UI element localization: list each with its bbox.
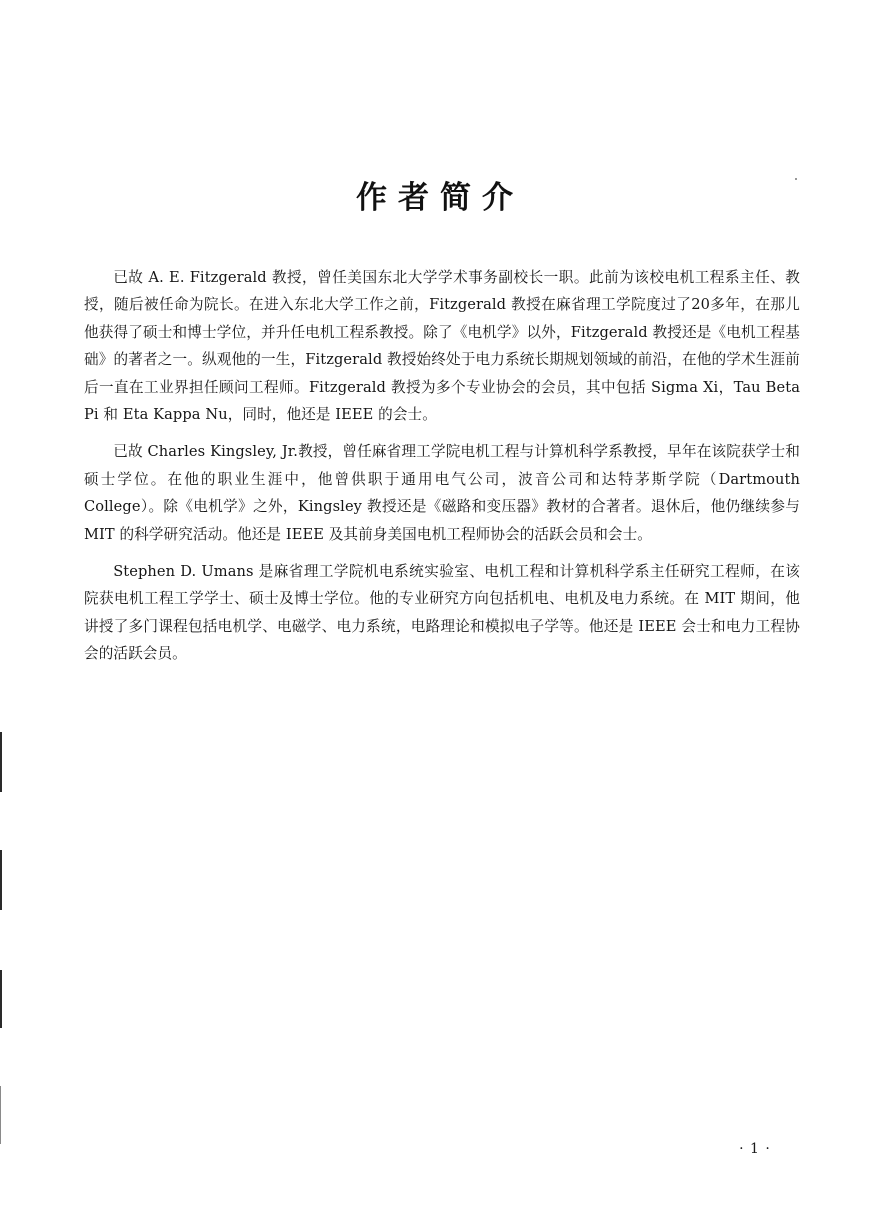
scan-speck — [795, 178, 797, 180]
paragraph-umans: Stephen D. Umans 是麻省理工学院机电系统实验室、电机工程和计算机科学系主任研究工程师，在该院获电机工程工学学士、硕士及博士学位。他的专业研究方向包括机电、电机及电力系统。在 MIT 期间，他讲授了多门课程包括电机学、电磁学、电力系统，电路理论和模拟电子学等。他还是 IEEE 会士和电力工程协会的活跃会员。 — [84, 563, 800, 663]
page-title: 作者简介 — [356, 180, 524, 216]
scan-margin-mark — [0, 850, 2, 910]
paragraph-kingsley: 已故 Charles Kingsley, Jr.教授，曾任麻省理工学院电机工程与计算机科学系教授，早年在该院获学士和硕士学位。在他的职业生涯中，他曾供职于通用电气公司，波音公司和达特茅斯学院（Dartmouth College）。除《电机学》之外，Kingsley 教授还是《磁路和变压器》教材的合著者。退休后，他仍继续参与 MIT 的科学研究活动。他还是 IEEE 及其前身美国电机工程师协会的活跃会员和会士。 — [84, 443, 800, 543]
document-body — [84, 264, 800, 678]
scan-margin-mark — [0, 732, 2, 792]
scan-margin-mark — [0, 970, 2, 1028]
paragraph-fitzgerald: 已故 A. E. Fitzgerald 教授，曾任美国东北大学学术事务副校长一职。此前为该校电机工程系主任、教授，随后被任命为院长。在进入东北大学工作之前，Fitzgerald 教授在麻省理工学院度过了20多年，在那儿他获得了硕士和博士学位，并升任电机工程系教授。除了《电机学》以外，Fitzgerald 教授还是《电机工程基础》的著者之一。纵观他的一生，Fitzgerald 教授始终处于电力系统长期规划领域的前沿，在他的学术生涯前后一直在工业界担任顾问工程师。Fitzgerald 教授为多个专业协会的会员，其中包括 Sigma Xi，Tau Beta Pi 和 Eta Kappa Nu，同时，他还是 IEEE 的会士。 — [84, 269, 800, 424]
scan-margin-mark — [0, 1086, 1, 1144]
page-number: · 1 · — [739, 1141, 771, 1157]
